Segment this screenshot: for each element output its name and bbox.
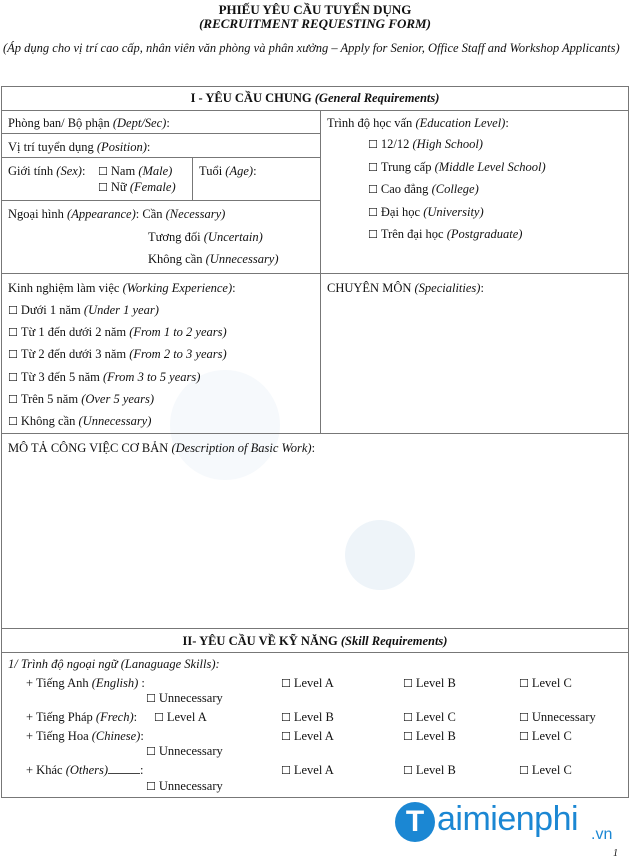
row-line [1, 433, 629, 434]
education-option[interactable]: ☐ Cao đẳng (College) [368, 182, 479, 196]
row-line [1, 628, 629, 629]
others-level-a-checkbox[interactable]: ☐ Level A [281, 763, 334, 777]
french-label: + Tiếng Pháp (Frech): [26, 710, 138, 724]
checkbox-icon: ☐ [8, 326, 18, 339]
checkbox-icon: ☐ [154, 711, 164, 724]
table-border-left [1, 86, 2, 798]
education-option[interactable]: ☐ Trên đại học (Postgraduate) [368, 227, 523, 241]
row-line [1, 157, 321, 158]
checkbox-icon: ☐ [8, 393, 18, 406]
checkbox-icon: ☐ [146, 692, 156, 705]
table-border-top [1, 86, 629, 87]
appearance-uncertain[interactable]: Tương đối (Uncertain) [148, 230, 263, 244]
checkbox-icon: ☐ [8, 415, 18, 428]
checkbox-icon: ☐ [368, 138, 378, 151]
checkbox-icon: ☐ [281, 677, 291, 690]
french-level-c-checkbox[interactable]: ☐ Level C [403, 710, 456, 724]
checkbox-icon: ☐ [403, 677, 413, 690]
position-field[interactable]: Vị trí tuyển dụng (Position): [8, 140, 151, 154]
specialities-field[interactable]: CHUYÊN MÔN (Specialities): [327, 281, 484, 295]
column-line [320, 110, 321, 433]
english-level-a-checkbox[interactable]: ☐ Level A [281, 676, 334, 690]
row-line [1, 110, 629, 111]
checkbox-icon: ☐ [146, 745, 156, 758]
table-border-right [628, 86, 629, 798]
experience-option[interactable]: ☐ Dưới 1 năm (Under 1 year) [8, 303, 159, 317]
taimienphi-logo [395, 798, 625, 848]
age-field[interactable]: Tuổi (Age): [199, 164, 257, 178]
language-heading: 1/ Trình độ ngoại ngữ (Lanaguage Skills): [8, 657, 220, 671]
others-level-c-checkbox[interactable]: ☐ Level C [519, 763, 572, 777]
education-option[interactable]: ☐ 12/12 (High School) [368, 137, 483, 151]
experience-label: Kinh nghiệm làm việc (Working Experience): [8, 281, 236, 295]
checkbox-icon: ☐ [281, 711, 291, 724]
others-unnecessary-checkbox[interactable]: ☐ Unnecessary [146, 779, 223, 793]
experience-option[interactable]: ☐ Từ 2 đến dưới 3 năm (From 2 to 3 years) [8, 347, 227, 361]
watermark-circle [170, 370, 280, 480]
checkbox-icon: ☐ [281, 730, 291, 743]
sex-label: Giới tính (Sex): [8, 164, 86, 178]
logo-suffix: .vn [591, 826, 613, 843]
row-line [1, 652, 629, 653]
checkbox-icon: ☐ [98, 181, 108, 194]
checkbox-icon: ☐ [519, 677, 529, 690]
logo-circle-icon: T [395, 802, 435, 842]
appearance-unnecessary[interactable]: Không cần (Unnecessary) [148, 252, 279, 266]
apply-note: (Áp dụng cho vị trí cao cấp, nhân viên văn phòng và phân xưởng – Apply for Senior, Office Staff and Workshop Applicants) [3, 41, 620, 55]
checkbox-icon: ☐ [403, 764, 413, 777]
checkbox-icon: ☐ [368, 183, 378, 196]
experience-option[interactable]: ☐ Từ 1 đến dưới 2 năm (From 1 to 2 years) [8, 325, 227, 339]
others-blank[interactable] [108, 763, 140, 774]
checkbox-icon: ☐ [8, 304, 18, 317]
section2-title: II- YÊU CẦU VỀ KỸ NĂNG (Skill Requirements) [182, 634, 448, 648]
chinese-level-c-checkbox[interactable]: ☐ Level C [519, 729, 572, 743]
section1-title: I - YÊU CẦU CHUNG (General Requirements) [190, 91, 440, 105]
education-option[interactable]: ☐ Đại học (University) [368, 205, 484, 219]
column-line [192, 157, 193, 200]
english-unnecessary-checkbox[interactable]: ☐ Unnecessary [146, 691, 223, 705]
appearance-label: Ngoại hình (Appearance): Cần (Necessary) [8, 207, 226, 221]
dept-field[interactable]: Phòng ban/ Bộ phận (Dept/Sec): [8, 116, 170, 130]
chinese-level-b-checkbox[interactable]: ☐ Level B [403, 729, 456, 743]
checkbox-icon: ☐ [146, 780, 156, 793]
checkbox-icon: ☐ [519, 764, 529, 777]
chinese-unnecessary-checkbox[interactable]: ☐ Unnecessary [146, 744, 223, 758]
female-checkbox[interactable]: ☐ Nữ (Female) [98, 180, 176, 194]
form-title-en: (RECRUITMENT REQUESTING FORM) [199, 16, 431, 31]
checkbox-icon: ☐ [281, 764, 291, 777]
description-field[interactable]: MÔ TẢ CÔNG VIỆC CƠ BẢN (Description of Basic Work): [8, 441, 316, 455]
english-level-b-checkbox[interactable]: ☐ Level B [403, 676, 456, 690]
checkbox-icon: ☐ [368, 161, 378, 174]
row-line [1, 133, 321, 134]
education-option[interactable]: ☐ Trung cấp (Middle Level School) [368, 160, 546, 174]
row-line [1, 273, 629, 274]
experience-option[interactable]: ☐ Từ 3 đến 5 năm (From 3 to 5 years) [8, 370, 201, 384]
male-checkbox[interactable]: ☐ Nam (Male) [98, 164, 173, 178]
checkbox-icon: ☐ [8, 348, 18, 361]
checkbox-icon: ☐ [519, 730, 529, 743]
checkbox-icon: ☐ [8, 371, 18, 384]
french-level-a-checkbox[interactable]: ☐ Level A [154, 710, 207, 724]
french-unnecessary-checkbox[interactable]: ☐ Unnecessary [519, 710, 596, 724]
checkbox-icon: ☐ [98, 165, 108, 178]
experience-option[interactable]: ☐ Không cần (Unnecessary) [8, 414, 152, 428]
watermark-circle [345, 520, 415, 590]
logo-wordmark: aimienphi [437, 800, 579, 838]
checkbox-icon: ☐ [519, 711, 529, 724]
experience-option[interactable]: ☐ Trên 5 năm (Over 5 years) [8, 392, 155, 406]
chinese-level-a-checkbox[interactable]: ☐ Level A [281, 729, 334, 743]
english-level-c-checkbox[interactable]: ☐ Level C [519, 676, 572, 690]
form-title-vn: PHIẾU YÊU CẦU TUYỂN DỤNG [218, 2, 412, 17]
checkbox-icon: ☐ [368, 228, 378, 241]
checkbox-icon: ☐ [368, 206, 378, 219]
others-label: + Khác (Others) : [26, 763, 144, 777]
checkbox-icon: ☐ [403, 711, 413, 724]
education-label: Trình độ học vấn (Education Level): [327, 116, 509, 130]
chinese-label: + Tiếng Hoa (Chinese): [26, 729, 144, 743]
checkbox-icon: ☐ [403, 730, 413, 743]
english-label: + Tiếng Anh (English) : [26, 676, 145, 690]
french-level-b-checkbox[interactable]: ☐ Level B [281, 710, 334, 724]
page-number: 1 [613, 848, 618, 859]
others-level-b-checkbox[interactable]: ☐ Level B [403, 763, 456, 777]
row-line [1, 200, 321, 201]
